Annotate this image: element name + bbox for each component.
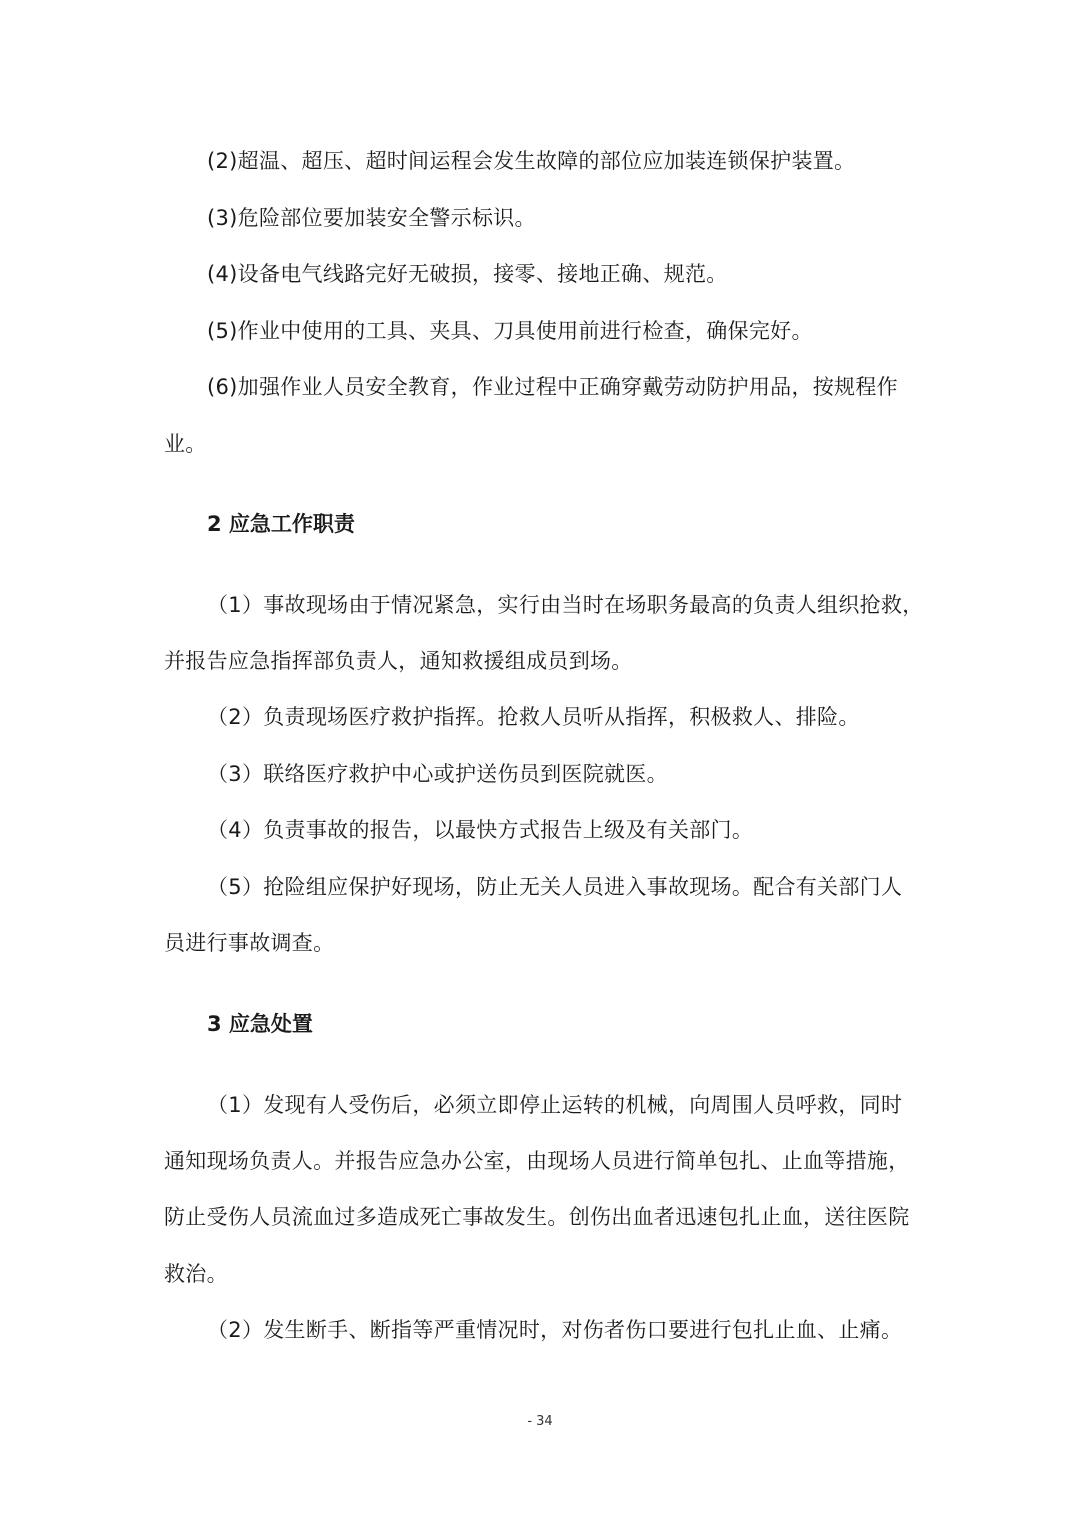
duty-1-line-1: （1）事故现场由于情况紧急，实行由当时在场职务最高的负责人组织抢救，	[207, 593, 924, 617]
duty-5-line-1: （5）抢险组应保护好现场，防止无关人员进入事故现场。配合有关部门人	[207, 875, 903, 899]
duty-2-line-1: （2）负责现场医疗救护指挥。抢救人员听从指挥，积极救人、排险。	[207, 705, 860, 729]
item-6-line-1: (6)加强作业人员安全教育，作业过程中正确穿戴劳动防护用品，按规程作	[207, 375, 898, 399]
duty-4-line-1: （4）负责事故的报告，以最快方式报告上级及有关部门。	[207, 818, 754, 842]
duty-5-line-2: 员进行事故调查。	[164, 931, 335, 955]
item-4-line-1: (4)设备电气线路完好无破损，接零、接地正确、规范。	[207, 262, 728, 286]
measure-2-line-1: （2）发生断手、断指等严重情况时，对伤者伤口要进行包扎止血、止痛。	[207, 1318, 903, 1342]
section-3-heading: 3 应急处置	[207, 1012, 313, 1036]
duty-3-line-1: （3）联络医疗救护中心或护送伤员到医院就医。	[207, 762, 668, 786]
measure-1-line-1: （1）发现有人受伤后，必须立即停止运转的机械，向周围人员呼救，同时	[207, 1093, 903, 1117]
measure-1-line-3: 防止受伤人员流血过多造成死亡事故发生。创伤出血者迅速包扎止血，送往医院	[164, 1205, 910, 1229]
duty-1-line-2: 并报告应急指挥部负责人，通知救援组成员到场。	[164, 649, 633, 673]
item-6-line-2: 业。	[164, 432, 207, 456]
item-5-line-1: (5)作业中使用的工具、夹具、刀具使用前进行检查，确保完好。	[207, 319, 813, 343]
measure-1-line-2: 通知现场负责人。并报告应急办公室，由现场人员进行简单包扎、止血等措施，	[164, 1149, 910, 1173]
item-3-line-1: (3)危险部位要加装安全警示标识。	[207, 206, 536, 230]
item-2-line-1: (2)超温、超压、超时间运程会发生故障的部位应加装连锁保护装置。	[207, 149, 856, 173]
page-number: - 34	[527, 1414, 553, 1429]
measure-1-line-4: 救治。	[164, 1262, 228, 1286]
section-2-heading: 2 应急工作职责	[207, 512, 355, 536]
